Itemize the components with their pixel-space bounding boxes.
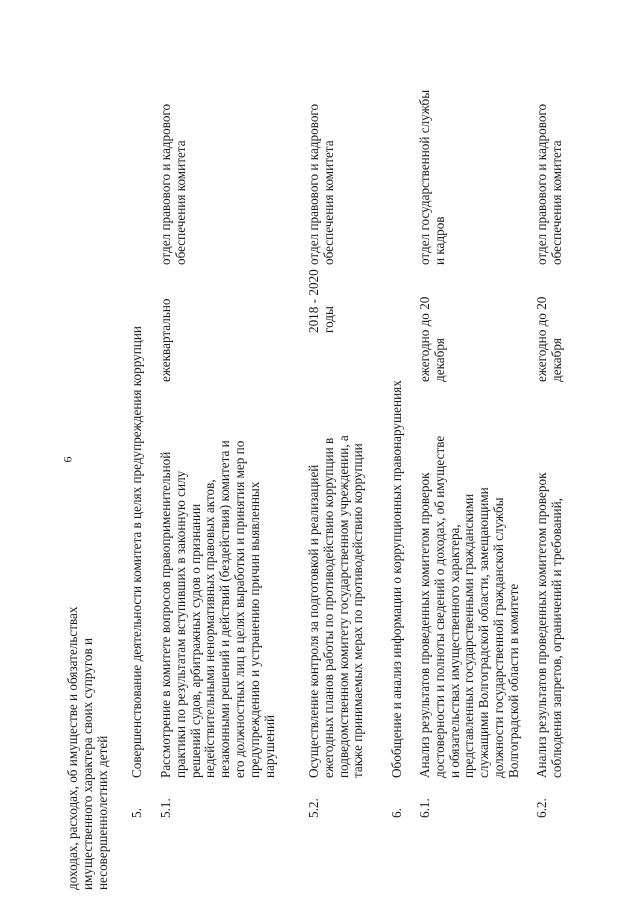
page-number: 6 <box>60 456 75 463</box>
row-6-1-responsible: отдел государственной службы и кадров <box>417 89 447 265</box>
row-5-1-responsible: отдел правового и кадрового обеспечения комитета <box>158 103 188 265</box>
row-6-number: 6. <box>389 808 404 818</box>
row-5-2-deadline: 2018 - 2020 годы <box>306 269 336 333</box>
row-6-2-deadline: ежегодно до 20 декабря <box>534 296 564 382</box>
row-5-section-title: Совершенствование деятельности комитета в целях предупреждения коррупции <box>129 326 144 778</box>
row-5-number: 5. <box>129 808 144 818</box>
row-5-2-responsible: отдел правового и кадрового обеспечения комитета <box>306 103 336 265</box>
row-6-2-responsible: отдел правового и кадрового обеспечения комитета <box>534 103 564 265</box>
row-6-2-number: 6.2. <box>534 798 549 818</box>
row-6-2-activity: Анализ результатов проведенных комитетом проверок соблюдения запретов, ограничений и требований, <box>534 472 564 778</box>
row-5-2-number: 5.2. <box>306 798 321 818</box>
row-5-1-number: 5.1. <box>158 798 173 818</box>
intro-text: доходах, расходах, об имуществе и обязательствах имущественного характера своих супругов и несовершеннолетних детей <box>65 606 110 890</box>
row-5-1-activity: Рассмотрение в комитете вопросов правоприменительной практики по результатам вступивших в законную силу решений судов, арбитражных судов о признании недействительными ненормативных правовых актов, незаконными решений и действий (бездействия) комитета и его должностных лиц в целях выработки и принятия мер по предупреждению и устранению причин выявленных нарушений <box>158 440 277 778</box>
row-5-2-activity: Осуществление контроля за подготовкой и реализацией ежегодных планов работы по противодействию коррупции в подведомственном комитету государственном учреждении, а также принимаемых мерах по противодействию коррупции <box>306 435 366 778</box>
row-5-1-deadline: ежеквартально <box>158 298 173 382</box>
row-6-1-number: 6.1. <box>417 798 432 818</box>
row-6-section-title: Обобщение и анализ информации о коррупционных правонарушениях <box>389 380 404 778</box>
row-6-1-activity: Анализ результатов проведенных комитетом проверок достоверности и полноты сведений о доходах, об имуществе и обязательствах имущественного характера, представленных государственными гражданскими служащими Волгоградской области, замещающими должности государственной гражданской службы Волгоградской области в комитете <box>417 435 521 778</box>
row-6-1-deadline: ежегодно до 20 декабря <box>417 296 447 382</box>
